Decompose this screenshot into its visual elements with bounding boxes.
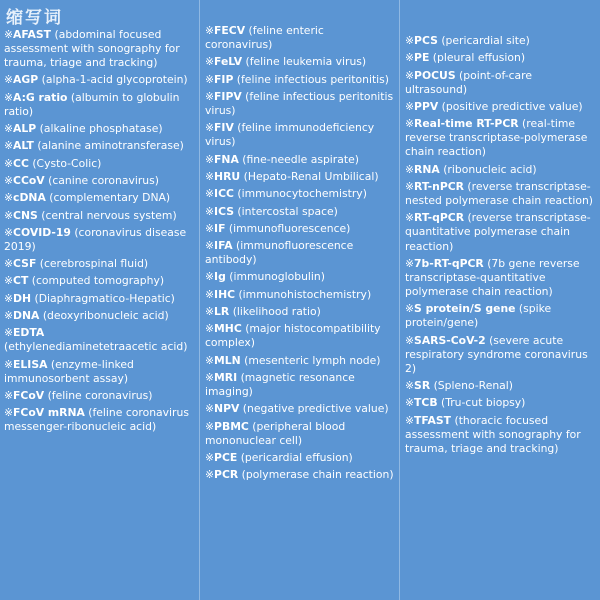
abbreviation-entry [405,334,596,376]
reference-mark-icon: ※ [4,225,14,239]
reference-mark-icon: ※ [4,274,14,288]
abbreviation-entry [205,205,394,219]
reference-mark-icon: ※ [405,34,415,47]
abbreviation-term: IF [214,221,226,235]
abbreviation-entry [205,222,394,236]
abbreviation-term: Real-time RT-PCR [414,117,519,131]
abbreviation-entry [205,270,394,284]
abbreviation-entry [205,288,394,302]
abbreviation-definition: (pleural effusion) [432,51,526,65]
abbreviation-definition: (negative predictive value) [242,402,389,416]
abbreviation-definition: (Cysto-Colic) [32,156,102,170]
abbreviation-entry [405,117,596,159]
abbreviation-definition: (mesenteric lymph node) [244,353,381,367]
abbreviation-definition: (cerebrospinal fluid) [39,257,149,271]
abbreviation-definition: (fine-needle aspirate) [242,152,359,166]
reference-mark-icon: ※ [4,208,14,222]
abbreviation-entry [205,354,394,368]
reference-mark-icon: ※ [405,51,415,65]
abbreviation-column-1 [0,25,198,600]
reference-mark-icon: ※ [405,68,415,82]
reference-mark-icon: ※ [405,333,415,347]
abbreviation-entry [405,396,596,410]
abbreviation-definition: (major histocompatibility complex) [205,322,381,350]
abbreviation-term: IFA [214,239,233,253]
reference-mark-icon: ※ [205,451,215,464]
abbreviation-definition: (feline infectious peritonitis virus) [205,89,394,118]
abbreviation-entry [4,174,194,188]
abbreviation-entry [405,51,596,65]
abbreviation-entry [205,239,394,267]
reference-mark-icon: ※ [4,139,14,153]
abbreviation-entry [405,34,596,48]
reference-mark-icon: ※ [205,187,215,201]
abbreviation-term: SARS-CoV-2 [414,333,486,347]
reference-mark-icon: ※ [4,156,14,170]
reference-mark-icon: ※ [405,379,415,393]
abbreviation-term: EDTA [13,326,45,340]
abbreviation-term: FECV [214,24,246,37]
abbreviation-term: CSF [13,257,37,271]
abbreviation-definition: (Diaphragmatico-Hepatic) [34,291,175,305]
abbreviation-entry [4,73,194,87]
reference-mark-icon: ※ [405,413,415,427]
abbreviation-term: AFAST [13,28,52,41]
abbreviation-term: RNA [414,162,440,176]
reference-mark-icon: ※ [4,326,14,340]
abbreviation-term: AGP [13,73,39,87]
abbreviation-definition: (positive predictive value) [441,99,583,113]
abbreviation-term: FIV [214,121,234,135]
abbreviation-definition: (abdominal focused assessment with sonography for trauma, triage and tracking) [4,28,180,70]
abbreviation-term: CT [13,274,29,288]
reference-mark-icon: ※ [205,287,215,301]
reference-mark-icon: ※ [4,90,14,104]
abbreviation-entry [4,91,194,119]
abbreviation-entry [205,24,394,52]
page-title: 缩写词 [6,8,63,28]
abbreviation-entry [4,226,194,254]
abbreviation-entry [4,326,194,354]
reference-mark-icon: ※ [205,169,215,183]
abbreviation-entry [4,139,194,153]
abbreviation-definition: (magnetic resonance imaging) [205,370,355,399]
abbreviation-entry [405,69,596,97]
abbreviation-term: DNA [13,309,40,323]
abbreviation-definition: (feline coronavirus messenger-ribonucleic acid) [4,406,189,434]
abbreviation-entry [405,302,596,330]
abbreviation-term: ICS [214,204,234,218]
abbreviation-definition: (coronavirus disease 2019) [4,225,187,253]
reference-mark-icon: ※ [205,221,215,235]
reference-mark-icon: ※ [205,24,215,37]
abbreviation-definition: (real-time reverse transcriptase-polymerase chain reaction) [405,117,588,159]
abbreviation-definition: (central nervous system) [41,208,177,222]
abbreviation-entry [205,420,394,448]
reference-mark-icon: ※ [205,204,215,218]
reference-mark-icon: ※ [405,117,415,131]
abbreviation-definition: (ethylenediaminetetraacetic acid) [4,340,188,354]
abbreviation-term: PCS [414,34,438,47]
reference-mark-icon: ※ [4,191,14,205]
abbreviation-entry [4,28,194,70]
abbreviation-definition: (Tru-cut biopsy) [441,396,526,410]
abbreviation-entry [405,100,596,114]
abbreviation-definition: (polymerase chain reaction) [241,468,394,482]
abbreviation-entry [405,211,596,253]
abbreviation-entry [4,389,194,403]
reference-mark-icon: ※ [4,309,14,323]
abbreviation-term: POCUS [414,68,456,82]
abbreviation-definition: (point-of-care ultrasound) [405,68,532,96]
abbreviation-definition: (peripheral blood mononuclear cell) [205,419,346,447]
abbreviation-definition: (feline coronavirus) [47,389,153,403]
abbreviation-entry [4,406,194,434]
reference-mark-icon: ※ [405,256,415,270]
abbreviation-definition: (pericardial site) [441,34,530,47]
abbreviation-term: HRU [214,169,241,183]
abbreviation-term: 7b-RT-qPCR [414,256,484,270]
abbreviation-term: A:G ratio [13,90,68,104]
abbreviation-definition: (immunoglobulin) [229,270,325,284]
abbreviation-term: FIP [214,72,234,86]
abbreviation-entry [205,402,394,416]
reference-mark-icon: ※ [405,99,415,113]
abbreviation-term: LR [214,305,230,319]
abbreviation-definition: (deoxyribonucleic acid) [42,309,169,323]
abbreviation-definition: (feline infectious peritonitis) [236,72,390,86]
reference-mark-icon: ※ [405,211,415,225]
abbreviation-entry [205,468,394,482]
reference-mark-icon: ※ [205,55,215,69]
abbreviation-entry [205,451,394,465]
abbreviation-column-3 [401,0,600,600]
reference-mark-icon: ※ [405,162,415,176]
abbreviation-definition: (spike protein/gene) [405,302,552,330]
abbreviation-column-2 [201,0,398,600]
abbreviation-term: FIPV [214,89,242,103]
reference-mark-icon: ※ [4,257,14,271]
abbreviation-entry [205,322,394,350]
abbreviation-definition: (alpha-1-acid glycoprotein) [41,73,188,87]
abbreviation-definition: (alanine aminotransferase) [37,139,184,153]
abbreviation-entry [405,257,596,299]
abbreviation-definition: (immunocytochemistry) [237,187,367,201]
abbreviation-definition: (reverse transcriptase- quantitative polymerase chain reaction) [405,211,591,253]
abbreviation-term: MHC [214,322,242,336]
reference-mark-icon: ※ [205,370,215,384]
abbreviation-definition: (intercostal space) [237,204,338,218]
abbreviation-term: Ig [214,270,226,284]
abbreviation-entry [4,309,194,323]
abbreviation-entry [405,163,596,177]
abbreviation-term: RT-qPCR [414,211,465,225]
abbreviation-definition: (thoracic focused assessment with sonography for trauma, triage and tracking) [405,413,581,455]
abbreviation-term: TCB [414,396,438,410]
abbreviation-entry [205,55,394,69]
abbreviation-term: IHC [214,287,236,301]
reference-mark-icon: ※ [205,305,215,319]
abbreviation-term: FCoV [13,389,45,403]
abbreviation-definition: (feline leukemia virus) [245,55,367,69]
abbreviation-entry [4,274,194,288]
reference-mark-icon: ※ [4,357,14,371]
reference-mark-icon: ※ [405,302,415,316]
reference-mark-icon: ※ [205,468,215,482]
abbreviation-term: PE [414,51,430,65]
reference-mark-icon: ※ [4,28,14,41]
abbreviation-term: RT-nPCR [414,179,464,193]
abbreviation-definition: (alkaline phosphatase) [39,122,163,136]
abbreviation-definition: (feline immunodeficiency virus) [205,121,375,149]
abbreviation-entry [205,305,394,319]
abbreviation-entry [205,73,394,87]
abbreviation-entry [405,379,596,393]
abbreviation-term: FCoV mRNA [13,406,85,420]
abbreviation-term: CCoV [13,173,45,187]
abbreviation-definition: (albumin to globulin ratio) [4,90,180,118]
abbreviation-definition: (ribonucleic acid) [443,162,537,176]
abbreviation-definition: (Spleno-Renal) [433,379,514,393]
abbreviation-entry [205,153,394,167]
abbreviation-definition: (reverse transcriptase-nested polymerase chain reaction) [405,179,593,208]
abbreviation-entry [205,121,394,149]
abbreviation-term: ALP [13,122,37,136]
abbreviation-term: FeLV [214,55,243,69]
reference-mark-icon: ※ [4,122,14,136]
abbreviation-term: NPV [214,402,240,416]
reference-mark-icon: ※ [205,239,215,253]
column-divider [199,0,200,600]
abbreviation-term: MLN [214,353,241,367]
reference-mark-icon: ※ [4,389,14,403]
reference-mark-icon: ※ [205,152,215,166]
column-divider [399,0,400,600]
reference-mark-icon: ※ [405,396,415,410]
abbreviation-definition: (likelihood ratio) [232,305,321,319]
abbreviation-entry [405,414,596,456]
reference-mark-icon: ※ [4,173,14,187]
abbreviation-entry [4,257,194,271]
abbreviation-term: TFAST [414,413,452,427]
reference-mark-icon: ※ [205,402,215,416]
abbreviation-term: PCR [214,468,239,482]
abbreviation-entry [4,358,194,386]
abbreviation-term: DH [13,291,32,305]
abbreviation-term: PPV [414,99,439,113]
reference-mark-icon: ※ [4,73,14,87]
abbreviation-definition: (feline enteric coronavirus) [205,24,324,52]
abbreviation-definition: (enzyme-linked immunosorbent assay) [4,357,134,385]
reference-mark-icon: ※ [205,89,215,103]
abbreviation-term: SR [414,379,431,393]
reference-mark-icon: ※ [205,270,215,284]
abbreviation-term: COVID-19 [13,225,71,239]
abbreviation-entry [205,187,394,201]
reference-mark-icon: ※ [205,322,215,336]
abbreviation-definition: (Hepato-Renal Umbilical) [243,169,379,183]
abbreviation-entry [205,170,394,184]
reference-mark-icon: ※ [205,419,215,433]
reference-mark-icon: ※ [205,121,215,135]
abbreviation-term: CNS [13,208,38,222]
abbreviation-definition: (immunohistochemistry) [238,287,372,301]
abbreviation-definition: (severe acute respiratory syndrome coronavirus 2) [405,333,588,375]
abbreviation-term: PBMC [214,419,249,433]
abbreviation-entry [405,180,596,208]
reference-mark-icon: ※ [405,179,415,193]
abbreviation-definition: (immunofluorescence) [228,221,351,235]
abbreviation-entry [205,371,394,399]
abbreviation-term: FNA [214,152,239,166]
reference-mark-icon: ※ [4,291,14,305]
abbreviation-term: ALT [13,139,34,153]
abbreviation-term: cDNA [13,191,46,205]
abbreviation-term: MRI [214,370,238,384]
abbreviation-entry [4,209,194,223]
abbreviation-entry [4,157,194,171]
reference-mark-icon: ※ [205,353,215,367]
abbreviation-definition: (immunofluorescence antibody) [205,239,354,267]
abbreviation-entry [4,191,194,205]
abbreviation-entry [4,122,194,136]
abbreviation-term: S protein/S gene [414,302,516,316]
abbreviation-entry [4,292,194,306]
abbreviation-definition: (7b gene reverse transcriptase-quantitative polymerase chain reaction) [405,256,580,298]
abbreviation-definition: (computed tomography) [31,274,165,288]
abbreviation-definition: (pericardial effusion) [240,451,353,464]
abbreviation-definition: (canine coronavirus) [48,173,159,187]
abbreviation-term: ICC [214,187,234,201]
abbreviation-definition: (complementary DNA) [49,191,171,205]
abbreviation-entry [205,90,394,118]
reference-mark-icon: ※ [4,406,14,420]
abbreviation-term: ELISA [13,357,48,371]
abbreviation-term: PCE [214,451,238,464]
abbreviation-term: CC [13,156,29,170]
reference-mark-icon: ※ [205,72,215,86]
